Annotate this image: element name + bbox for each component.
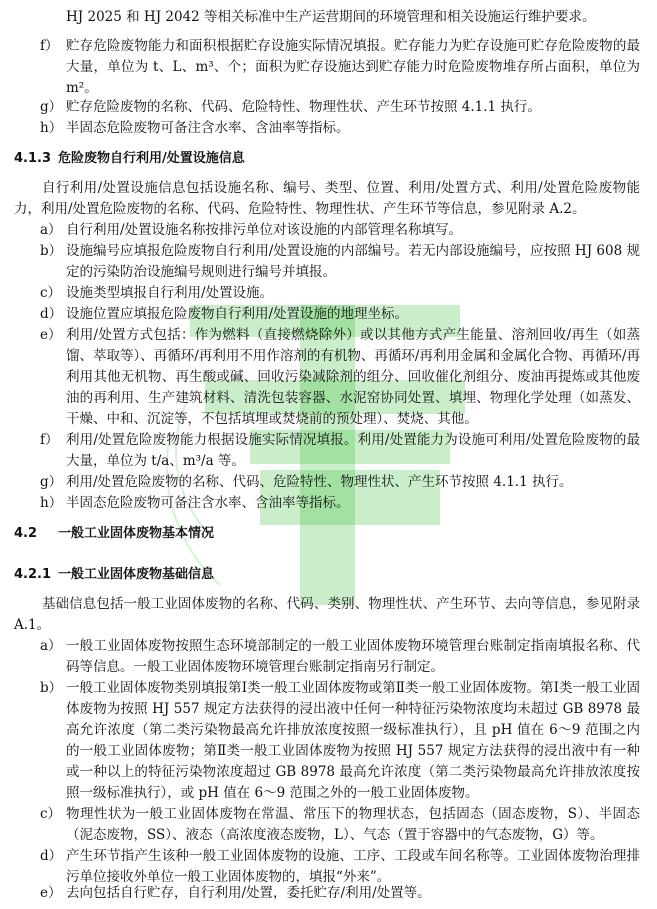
section-heading-4-2-1: 4.2.1 一般工业固体废物基础信息	[14, 567, 215, 582]
section-heading-4-1-3: 4.1.3 危险废物自行利用/处置设施信息	[14, 151, 245, 166]
continued-line: HJ 2025 和 HJ 2042 等相关标准中生产运营期间的环境管理和相关设施运行维护要求。	[66, 9, 596, 25]
paragraph-4-2-1: 基础信息包括一般工业固体废物的名称、代码、类别、物理性状、产生环节、去向等信息，参见附录 A.1。	[14, 596, 640, 633]
document-page: HJ 2025 和 HJ 2042 等相关标准中生产运营期间的环境管理和相关设施运行维护要求。 f） 贮存危险废物能力和面积根据贮存设施实际情况填报。贮存能力为贮存设施可贮存危险废物的最大量，单位为 t、L、m³、个；面积为贮存设施达到贮存能力时危险废物堆存所占面积，单位为m²。 g） 贮存危险废物的名称、代码、危险特性、物理性状、产生环节按照 4.1.1 执行。 h） 半固态危险废物可备注含水率、含油率等指标。 4.1.3 危险废物自行利用/处置设施信息 自行利用/处置设施信息包括设施名称、编号、类型、位置、利用/处置方式、利用/处置危险废物能力，利用/处置危险废物的名称、代码、危险特性、物理性状、产生环节等信息，参见附录 A.2。 a） 自行利用/处置设施名称按排污单位对该设施的内部管理名称填写。 b） 设施编号应填报危险废物自行利用/处置设施的内部编号。若无内部设施编号，应按照 HJ 608 规定的污染防治设施编号规则进行编号并填报。 c） 设施类型填报自行利用/处置设施。 d） 设施位置应填报危险废物自行利用/处置设施的地理坐标。 e） 利用/处置方式包括：作为燃料（直接燃烧除外）或以其他方式产生能量、溶剂回收/再生（如蒸馏、萃取等）、再循环/再利用不用作溶剂的有机物、再循环/再利用金属和金属化合物、再循环/再利用其他无机物、再生酸或碱、回收污染减除剂的组分、回收催化剂组分、废油再提炼或其他废油的再利用、生产建筑材料、清洗包装容器、水泥窑协同处置、填埋、物理化学处理（如蒸发、干燥、中和、沉淀等，不包括填埋或焚烧前的预处理）、焚烧、其他。 f） 利用/处置危险废物能力根据设施实际情况填报。利用/处置能力为设施可利用/处置危险废物的最大量，单位为 t/a、m³/a 等。 g） 利用/处置危险废物的名称、代码、危险特性、物理性状、产生环节按照 4.1.1 执行。 h） 半固态危险废物可备注含水率、含油率等指标。 4.2 一般工业固体废物基本情况 4.2.1 一般工业固体废物基础信息 基础信息包括一般工业固体废物的名称、代码、类别、物理性状、产生环节、去向等信息，参见附录 A.1。 a） 一般工业固体废物按照生态环境部制定的一般工业固体废物环境管理台账制定指南填报名称、代码等信息。一般工业固体废物环境管理台账制定指南另行制定。 b） 一般工业固体废物类别填报第Ⅰ类一般工业固体废物或第Ⅱ类一般工业固体废物。第Ⅰ类一般工业固体废物为按照 HJ 557 规定方法获得的浸出液中任何一种特征污染物浓度均未超过 GB 8978 最高允许浓度（第二类污染物最高允许排放浓度按照一级标准执行），且 pH 值在 6～9 范围之内的一般工业固体废物；第Ⅱ类一般工业固体废物为按照 HJ 557 规定方法获得的浸出液中有一种或一种以上的特征污染物浓度超过 GB 8978 最高允许浓度（第二类污染物最高允许排放浓度按照一级标准执行），或 pH 值在 6～9 范围之外的一般工业固体废物。 c） 物理性状为一般工业固体废物在常温、常压下的物理状态，包括固态（固态废物，S）、半固态（泥态废物，SS）、液态（高浓度液态废物，L）、气态（置于容器中的气态废物，G）等。 d） 产生环节指产生该种一般工业固体废物的设施、工序、工段或车间名称等。工业固体废物治理排污单位接收外单位一般工业固体废物的，填报“外来”。 e） 去向包括自行贮存，自行利用/处置，委托贮存/利用/处置等。	[14, 9, 640, 901]
paragraph-4-1-3: 自行利用/处置设施信息包括设施名称、编号、类型、位置、利用/处置方式、利用/处置危险废物能力，利用/处置危险废物的名称、代码、危险特性、物理性状、产生环节等信息，参见附录 A.2。	[14, 180, 640, 217]
section-heading-4-2: 4.2 一般工业固体废物基本情况	[14, 526, 215, 541]
